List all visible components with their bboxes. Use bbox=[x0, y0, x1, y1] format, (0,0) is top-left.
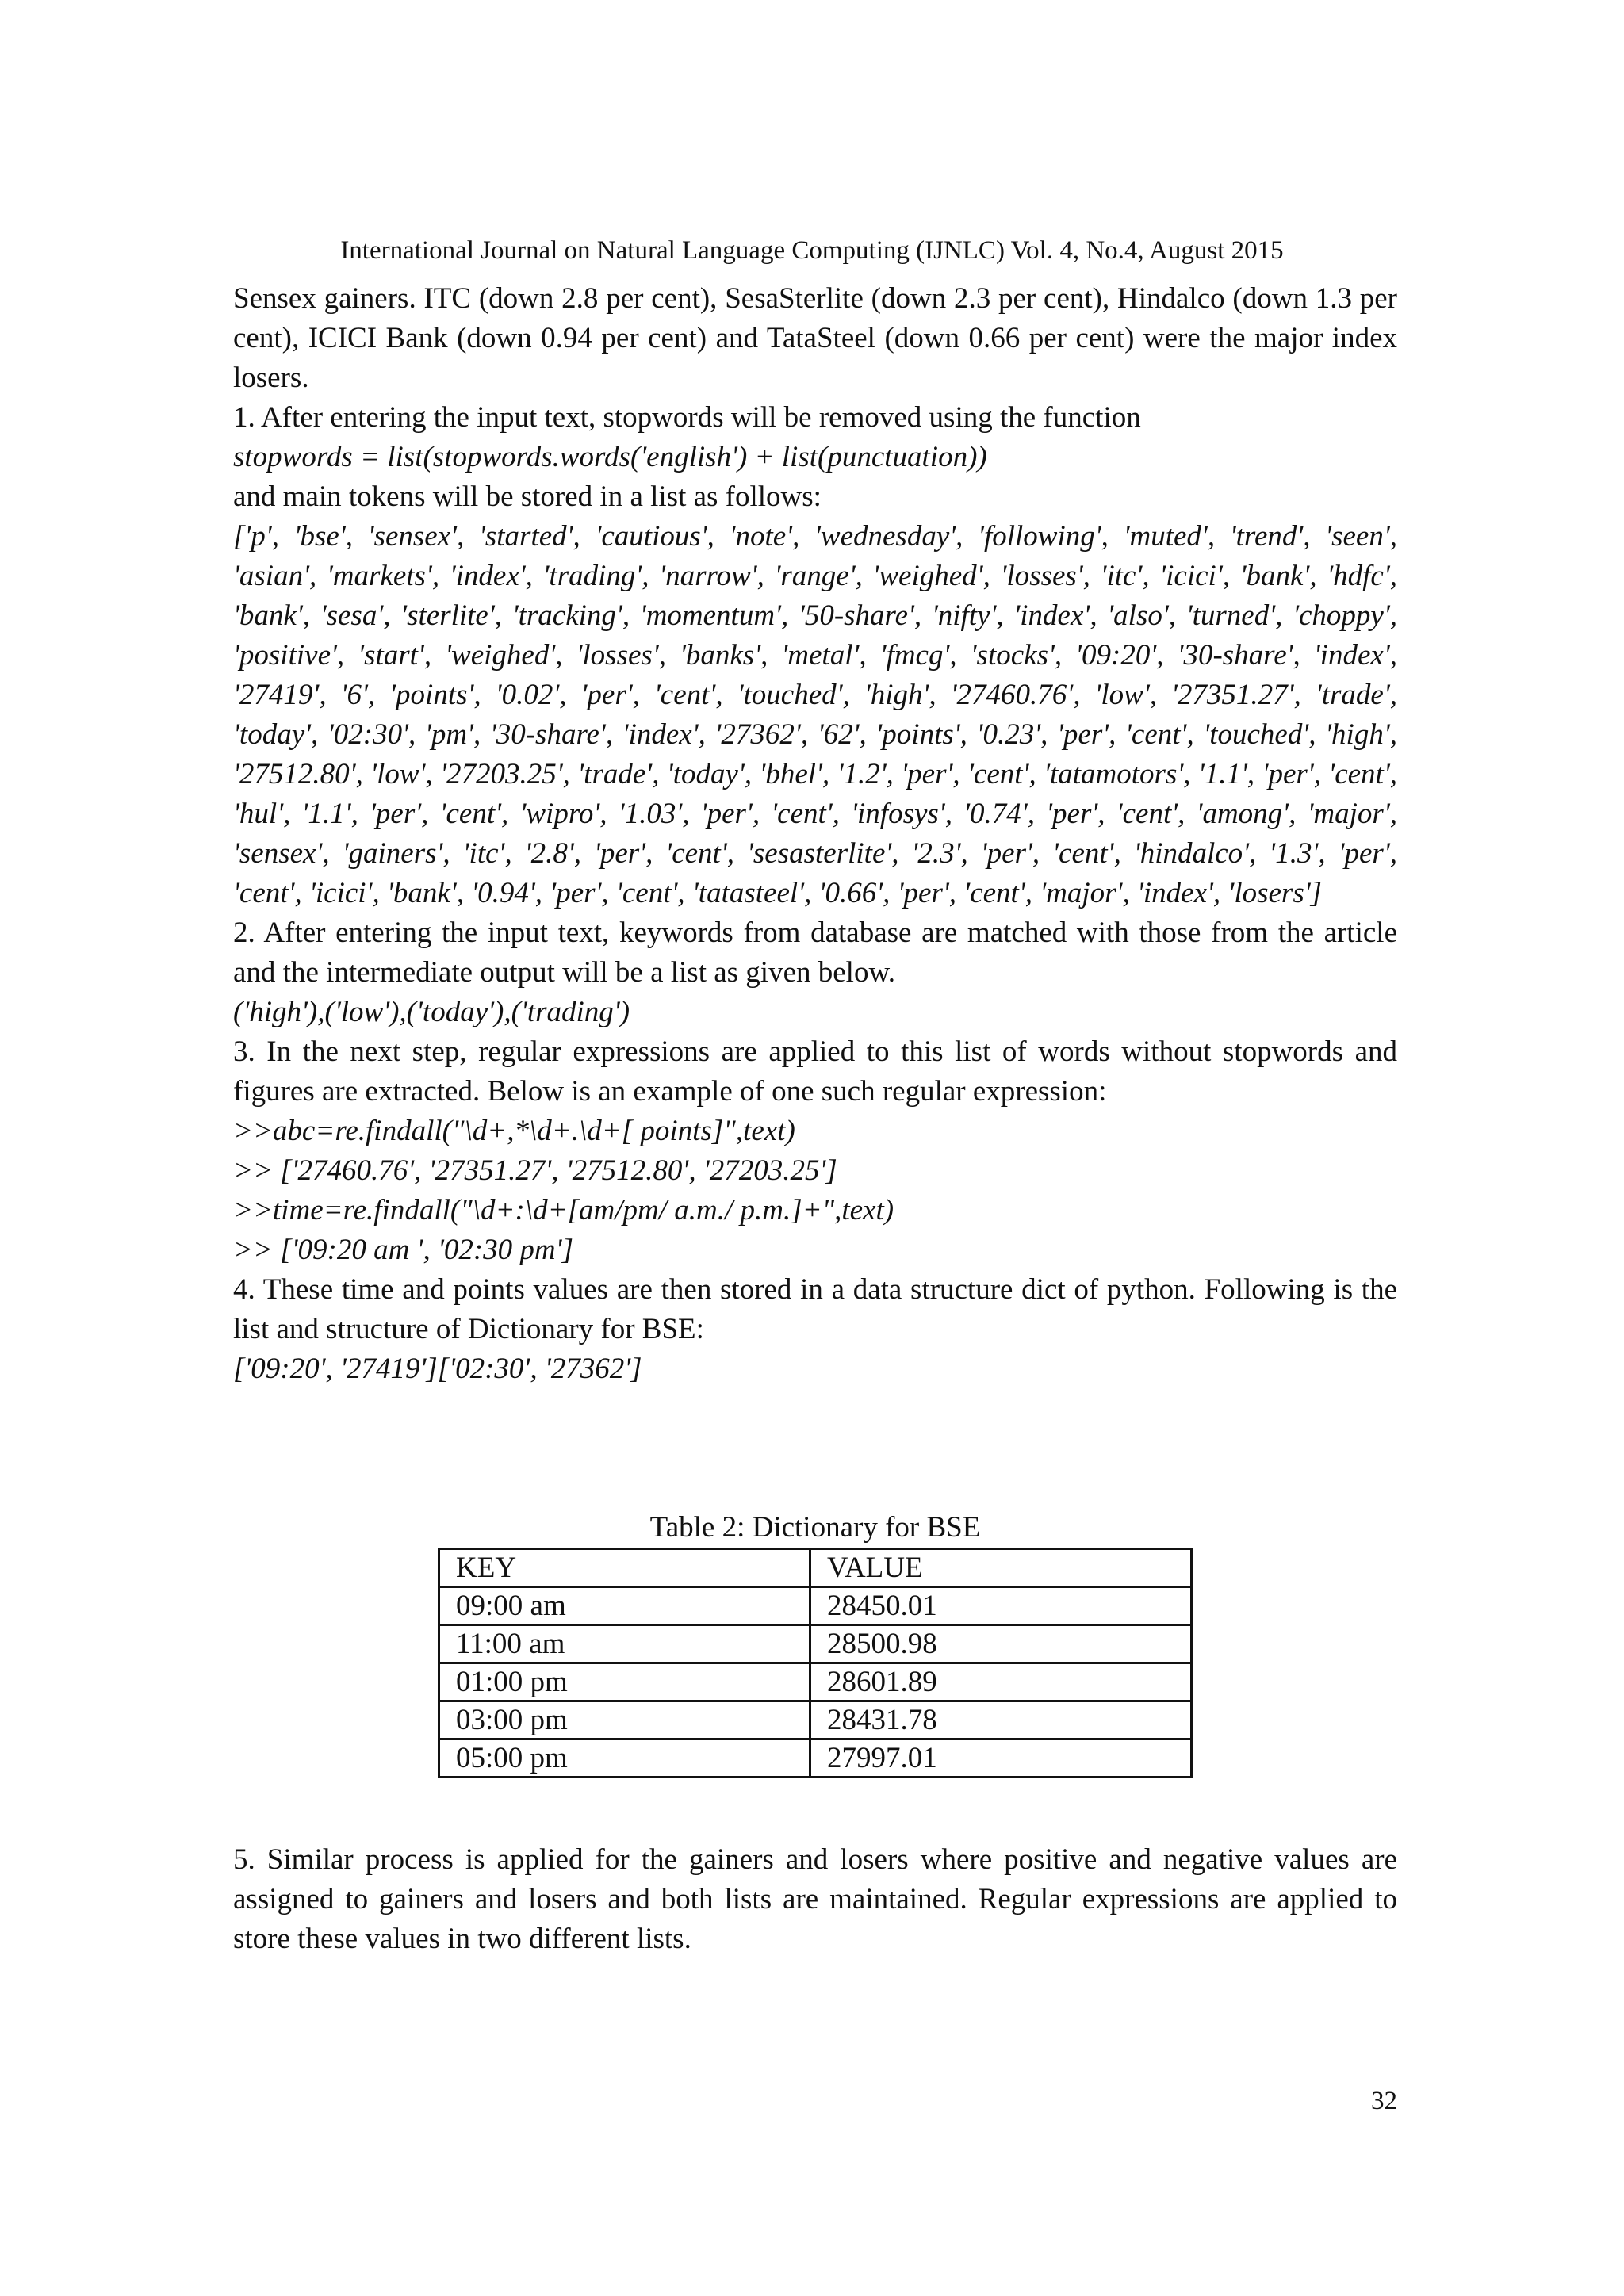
table-cell-value: 28431.78 bbox=[810, 1701, 1192, 1739]
step1-code: stopwords = list(stopwords.words('english') + list(punctuation)) bbox=[233, 441, 987, 473]
intro-paragraph: Sensex gainers. ITC (down 2.8 per cent), SesaSterlite (down 2.3 per cent), Hindalco (down 1.3 per cent), ICICI Bank (down 0.94 per cent) and TataSteel (down 0.66 per cent) were the major index losers. bbox=[233, 282, 1397, 394]
regex-output-2: >> ['09:20 am ', '02:30 pm'] bbox=[233, 1234, 573, 1266]
step2-text: 2. After entering the input text, keywords from database are matched with those from the article and the intermediate output will be a list as given below. bbox=[233, 916, 1397, 989]
step4-output: ['09:20', '27419']['02:30', '27362'] bbox=[233, 1353, 642, 1385]
step4-text: 4. These time and points values are then stored in a data structure dict of python. Following is the list and structure of Dictionary for BSE: bbox=[233, 1273, 1397, 1345]
table-header-row bbox=[439, 1549, 1192, 1587]
spacer bbox=[233, 1778, 1397, 1840]
table-cell-key: 01:00 pm bbox=[439, 1663, 810, 1701]
table-cell-value: 28601.89 bbox=[810, 1663, 1192, 1701]
regex-output-1: >> ['27460.76', '27351.27', '27512.80', '27203.25'] bbox=[233, 1154, 837, 1187]
table-cell-key: 03:00 pm bbox=[439, 1701, 810, 1739]
table-cell-key: 11:00 am bbox=[439, 1625, 810, 1663]
table-cell-key: 09:00 am bbox=[439, 1587, 810, 1625]
table-cell-value: 28500.98 bbox=[810, 1625, 1192, 1663]
table-header-key: KEY bbox=[439, 1549, 810, 1587]
table-row bbox=[439, 1625, 1192, 1663]
step2-output: ('high'),('low'),('today'),('trading') bbox=[233, 996, 630, 1028]
regex-code-2: >>time=re.findall("\d+:\d+[am/pm/ a.m./ p.m.]+",text) bbox=[233, 1194, 894, 1226]
token-list: ['p', 'bse', 'sensex', 'started', 'cautious', 'note', 'wednesday', 'following', 'muted', 'trend', 'seen', 'asian', 'markets', 'index', 'trading', 'narrow', 'range', 'weighed', 'losses', 'itc', 'icici', 'bank', 'hdfc', 'bank', 'sesa', 'sterlite', 'tracking', 'momentum', '50-share', 'nifty', 'index', 'also', 'turned', 'choppy', 'positive', 'start', 'weighed', 'losses', 'banks', 'metal', 'fmcg', 'stocks', '09:20', '30-share', 'index', '27419', '6', 'points', '0.02', 'per', 'cent', 'touched', 'high', '27460.76', 'low', '27351.27', 'trade', 'today', '02:30', 'pm', '30-share', 'index', '27362', '62', 'points', '0.23', 'per', 'cent', 'touched', 'high', '27512.80', 'low', '27203.25', 'trade', 'today', 'bhel', '1.2', 'per', 'cent', 'tatamotors', '1.1', 'per', 'cent', 'hul', '1.1', 'per', 'cent', 'wipro', '1.03', 'per', 'cent', 'infosys', '0.74', 'per', 'cent', 'among', 'major', 'sensex', 'gainers', 'itc', '2.8', 'per', 'cent', 'sesasterlite', '2.3', 'per', 'cent', 'hindalco', '1.3', 'per', 'cent', 'icici', 'bank', '0.94', 'per', 'cent', 'tatasteel', '0.66', 'per', 'cent', 'major', 'index', 'losers'] bbox=[233, 520, 1397, 909]
table-header-value: VALUE bbox=[810, 1549, 1192, 1587]
step5-text: 5. Similar process is applied for the gainers and losers where positive and negative values are assigned to gainers and losers and both lists are maintained. Regular expressions are applied to store these values in two different lists. bbox=[233, 1843, 1397, 1955]
table-caption: Table 2: Dictionary for BSE bbox=[649, 1511, 981, 1544]
regex-code-1: >>abc=re.findall("\d+,*\d+.\d+[ points]",text) bbox=[233, 1115, 795, 1147]
table-row bbox=[439, 1701, 1192, 1739]
table-row bbox=[439, 1739, 1192, 1777]
table-cell-key: 05:00 pm bbox=[439, 1739, 810, 1777]
table-row bbox=[439, 1663, 1192, 1701]
running-header: International Journal on Natural Language Computing (IJNLC) Vol. 4, No.4, August 2015 bbox=[340, 236, 1284, 265]
table-cell-value: 27997.01 bbox=[810, 1739, 1192, 1777]
spacer bbox=[233, 1389, 1397, 1508]
page-number: 32 bbox=[1371, 2087, 1397, 2115]
table-row bbox=[439, 1587, 1192, 1625]
step1-after: and main tokens will be stored in a list as follows: bbox=[233, 480, 822, 513]
page-body bbox=[233, 279, 1397, 1959]
dictionary-table bbox=[438, 1548, 1193, 1778]
step1-text: 1. After entering the input text, stopwords will be removed using the function bbox=[233, 401, 1141, 434]
table-cell-value: 28450.01 bbox=[810, 1587, 1192, 1625]
step3-text: 3. In the next step, regular expressions are applied to this list of words without stopwords and figures are extracted. Below is an example of one such regular expression: bbox=[233, 1035, 1397, 1108]
